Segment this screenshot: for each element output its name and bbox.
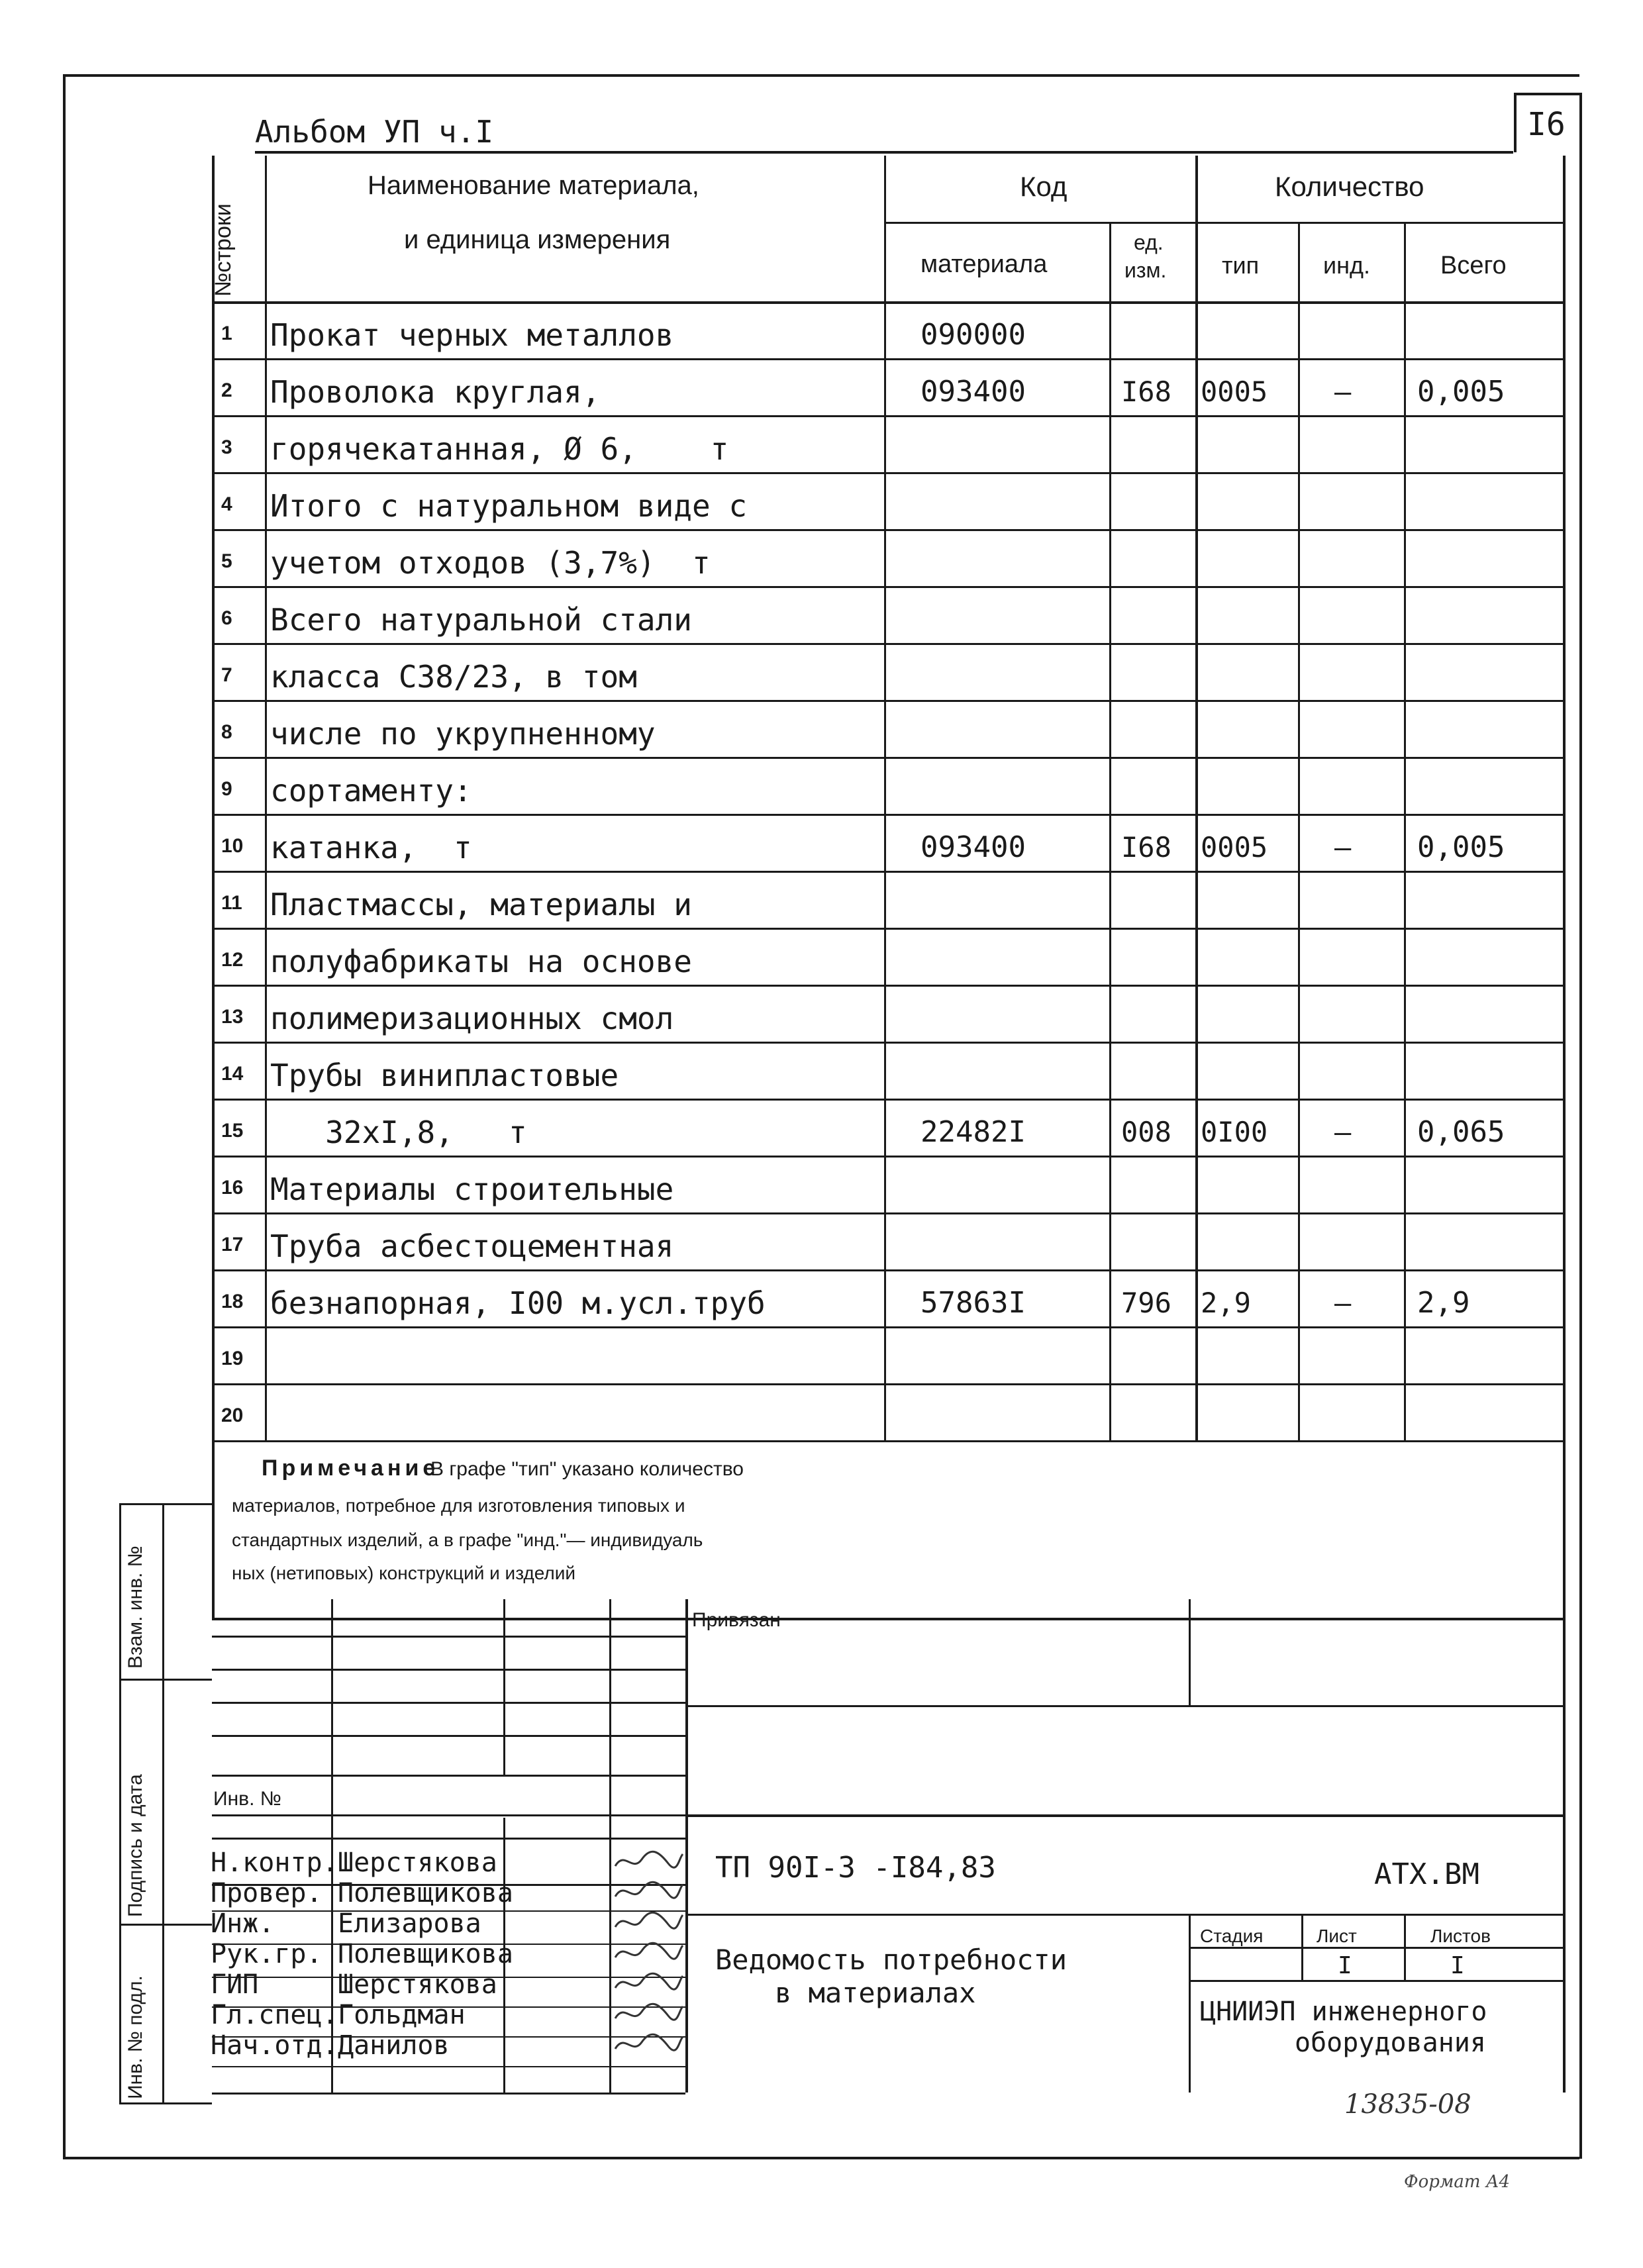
signatory-name: Данилов	[338, 2030, 450, 2061]
row-number: 20	[221, 1405, 244, 1426]
doc-title-line1: Ведомость потребности	[715, 1944, 1068, 1976]
note-line3: стандартных изделий, а в графе "инд."— индивидуаль	[232, 1530, 703, 1550]
grid-line	[1109, 222, 1111, 1440]
stamp-line	[119, 2102, 212, 2104]
stamp-line	[503, 1599, 505, 1775]
signatory-role: Провер.	[211, 1878, 323, 1908]
stamp-line	[212, 1702, 685, 1704]
stamp-line	[162, 1503, 164, 2102]
sheets-value: I	[1450, 1952, 1465, 1979]
grid-line	[1404, 222, 1406, 1440]
sheet-value: I	[1338, 1952, 1352, 1979]
table-left-border	[212, 156, 215, 1619]
signatory-role: Н.контр.	[211, 1848, 338, 1878]
row-line	[212, 1212, 1563, 1214]
material-code: 093400	[921, 375, 1026, 409]
signatory-name: Полевщикова	[338, 1939, 513, 1969]
stamp-line	[119, 1503, 121, 2102]
row-line	[212, 985, 1563, 987]
frame-top	[63, 74, 1579, 77]
doc-mark: АТХ.ВМ	[1374, 1857, 1479, 1891]
row-number-header: №строки	[211, 203, 236, 297]
stamp-line	[1189, 1914, 1191, 2093]
material-name: горячекатанная, Ø 6, т	[270, 431, 729, 467]
unit-code: I68	[1121, 831, 1171, 863]
type-header: тип	[1222, 252, 1260, 279]
row-line	[212, 814, 1563, 816]
row-line	[212, 358, 1563, 360]
inv-no-label: Инв. №	[213, 1788, 281, 1810]
row-number: 2	[221, 379, 232, 401]
row-number: 9	[221, 778, 232, 800]
side-label-podpis: Подпись и дата	[124, 1774, 146, 1917]
type-quantity: 0005	[1201, 831, 1268, 863]
stamp-line	[685, 1705, 1563, 1707]
row-line	[212, 700, 1563, 702]
material-code-header: материала	[921, 250, 1048, 278]
row-number: 4	[221, 493, 232, 515]
material-name: Трубы винипластовые	[270, 1058, 619, 1093]
row-number: 10	[221, 835, 244, 857]
note-line4: ных (нетиповых) конструкций и изделий	[232, 1563, 576, 1583]
unit-header-line2: изм.	[1124, 258, 1167, 282]
total-quantity: 0,005	[1417, 830, 1505, 864]
row-number: 1	[221, 322, 232, 344]
grid-line	[265, 156, 267, 1440]
total-quantity: 2,9	[1417, 1286, 1470, 1320]
signature-mark	[613, 1968, 685, 1997]
table-right-border	[1563, 156, 1566, 1440]
signatory-name: Шерстякова	[338, 1848, 497, 1878]
row-number: 8	[221, 721, 232, 743]
row-number: 12	[221, 949, 244, 971]
ind-quantity: –	[1334, 831, 1352, 863]
stamp-line	[212, 1735, 685, 1737]
grid-line	[884, 156, 886, 1440]
page-number-box-left	[1514, 93, 1517, 152]
type-quantity: 0I00	[1201, 1116, 1268, 1148]
album-underline	[255, 151, 1513, 154]
page-number-box-right	[1579, 93, 1582, 1602]
grid-line	[1298, 222, 1300, 1440]
grid-line	[1563, 1440, 1566, 1619]
row-line	[212, 472, 1563, 474]
stamp-line	[685, 1814, 1563, 1817]
row-number: 7	[221, 664, 232, 686]
unit-code: I68	[1121, 375, 1171, 408]
material-name: Прокат черных металлов	[270, 317, 674, 353]
stamp-line	[1563, 1599, 1566, 2093]
material-name: Пластмассы, материалы и	[270, 887, 692, 922]
row-number: 6	[221, 607, 232, 629]
side-label-vzam: Взам. инв. №	[124, 1546, 146, 1669]
row-number: 14	[221, 1063, 244, 1085]
signature-mark	[613, 1907, 685, 1936]
signatory-name: Гольдман	[338, 2000, 466, 2030]
page-number-box-top	[1514, 93, 1580, 95]
row-number: 5	[221, 550, 232, 572]
row-line	[212, 643, 1563, 645]
material-code: 57863I	[921, 1286, 1026, 1320]
signature-mark	[613, 1998, 685, 2028]
row-number: 15	[221, 1120, 244, 1142]
row-line	[212, 871, 1563, 873]
signature-mark	[613, 2029, 685, 2058]
stamp-line	[212, 2093, 685, 2095]
row-number: 13	[221, 1006, 244, 1028]
signature-mark	[613, 1846, 685, 1875]
row-number: 17	[221, 1234, 244, 1256]
privyazan-label: Привязан	[692, 1609, 781, 1631]
org-line2: оборудования	[1295, 2028, 1486, 2058]
signatory-role: ГИП	[211, 1969, 259, 2000]
name-header-line1: Наименование материала,	[368, 171, 699, 200]
stamp-line	[119, 1503, 212, 1505]
stamp-line	[1189, 1947, 1563, 1949]
material-name: полимеризационных смол	[270, 1001, 674, 1036]
unit-header-line1: ед.	[1134, 230, 1164, 254]
material-name: Труба асбестоцементная	[270, 1228, 674, 1264]
row-line	[212, 1156, 1563, 1158]
row-line	[212, 1042, 1563, 1044]
row-line	[212, 586, 1563, 588]
material-name: класса С38/23, в том	[270, 659, 637, 695]
page-number: I6	[1527, 106, 1566, 143]
code-header: Код	[1020, 171, 1068, 202]
row-line	[212, 1326, 1563, 1328]
material-code: 093400	[921, 830, 1026, 864]
material-code: 22482I	[921, 1115, 1026, 1149]
material-name: сортаменту:	[270, 773, 472, 809]
row-line	[212, 1440, 1563, 1442]
material-name: учетом отходов (3,7%) т	[270, 545, 711, 581]
material-name: Всего натуральной стали	[270, 602, 692, 638]
material-name: полуфабрикаты на основе	[270, 944, 692, 979]
signatory-role: Инж.	[211, 1908, 275, 1939]
material-name: Материалы строительные	[270, 1171, 674, 1207]
total-quantity: 0,005	[1417, 375, 1505, 409]
row-number: 3	[221, 436, 232, 458]
stamp-line	[1301, 1914, 1303, 1980]
unit-code: 796	[1121, 1287, 1171, 1319]
stage-label: Стадия	[1200, 1926, 1264, 1946]
header-split-line	[884, 222, 1563, 224]
material-name: Проволока круглая,	[270, 374, 601, 410]
stamp-line	[119, 1679, 212, 1681]
material-code: 090000	[921, 318, 1026, 352]
archive-number: 13835-08	[1344, 2089, 1471, 2120]
album-title: Альбом УП ч.I	[255, 114, 494, 150]
org-line1: ЦНИИЭП инженерного	[1200, 1997, 1487, 2027]
grid-line	[1195, 156, 1198, 1440]
stamp-line	[212, 1669, 685, 1671]
note-line2: материалов, потребное для изготовления типовых и	[232, 1495, 685, 1516]
row-line	[212, 757, 1563, 759]
signatory-role: Нач.отд.	[211, 2030, 338, 2061]
signatory-name: Елизарова	[338, 1908, 481, 1939]
row-line	[212, 1383, 1563, 1385]
stamp-line	[1189, 1599, 1191, 1705]
format-label: Формат А4	[1404, 2172, 1511, 2192]
row-number: 18	[221, 1291, 244, 1312]
ind-quantity: –	[1334, 375, 1352, 408]
row-number: 19	[221, 1348, 244, 1369]
stamp-line	[212, 1838, 685, 1840]
stamp-line	[1404, 1914, 1406, 1980]
note-title: Примечание	[262, 1455, 440, 1481]
stamp-line	[212, 1636, 685, 1638]
signatory-name: Шерстякова	[338, 1969, 497, 2000]
stamp-line	[1189, 1980, 1563, 1982]
material-name: катанка, т	[270, 830, 472, 865]
unit-code: 008	[1121, 1116, 1171, 1148]
sheets-label: Листов	[1430, 1926, 1491, 1946]
material-name: числе по укрупненному	[270, 716, 656, 752]
signatory-name: Полевщикова	[338, 1878, 513, 1908]
signature-mark	[613, 1877, 685, 1906]
row-line	[212, 928, 1563, 930]
row-line	[212, 1099, 1563, 1101]
header-bottom-line	[212, 301, 1563, 304]
row-line	[212, 529, 1563, 531]
frame-right	[1579, 1602, 1582, 2159]
sheet-label: Лист	[1317, 1926, 1357, 1946]
stamp-line	[212, 1775, 685, 1777]
row-line	[212, 415, 1563, 417]
row-number: 11	[221, 892, 242, 914]
type-quantity: 2,9	[1201, 1287, 1251, 1319]
stamp-line	[212, 2066, 685, 2067]
signature-mark	[613, 1938, 685, 1967]
note-bottom-line	[212, 1618, 1563, 1620]
row-number: 16	[221, 1177, 244, 1199]
doc-code: ТП 90I-3 -I84,83	[715, 1851, 996, 1885]
quantity-header: Количество	[1275, 171, 1424, 202]
signatory-role: Рук.гр.	[211, 1939, 323, 1969]
doc-title-line2: в материалах	[775, 1977, 976, 2009]
ind-quantity: –	[1334, 1116, 1352, 1148]
ind-header: инд.	[1323, 252, 1370, 279]
name-header-line2: и единица измерения	[404, 225, 671, 254]
stamp-line	[609, 1599, 611, 2093]
type-quantity: 0005	[1201, 375, 1268, 408]
stamp-line	[685, 1599, 688, 2093]
signatory-role: Гл.спец.	[211, 2000, 338, 2030]
total-quantity: 0,065	[1417, 1115, 1505, 1149]
ind-quantity: –	[1334, 1287, 1352, 1319]
stamp-line	[212, 1814, 685, 1816]
frame-bottom	[63, 2157, 1579, 2159]
material-name: Итого с натуральном виде с	[270, 488, 748, 524]
side-label-inv-podl: Инв. № подл.	[124, 1975, 146, 2099]
material-name: безнапорная, I00 м.усл.труб	[270, 1285, 766, 1321]
stamp-line	[119, 1924, 212, 1926]
stamp-line	[685, 1914, 1563, 1916]
row-line	[212, 1269, 1563, 1271]
note-line1: В графе "тип" указано количество	[430, 1458, 744, 1480]
frame-left	[63, 74, 66, 2157]
material-name: 32хI,8, т	[270, 1114, 527, 1150]
total-header: Всего	[1440, 252, 1507, 279]
